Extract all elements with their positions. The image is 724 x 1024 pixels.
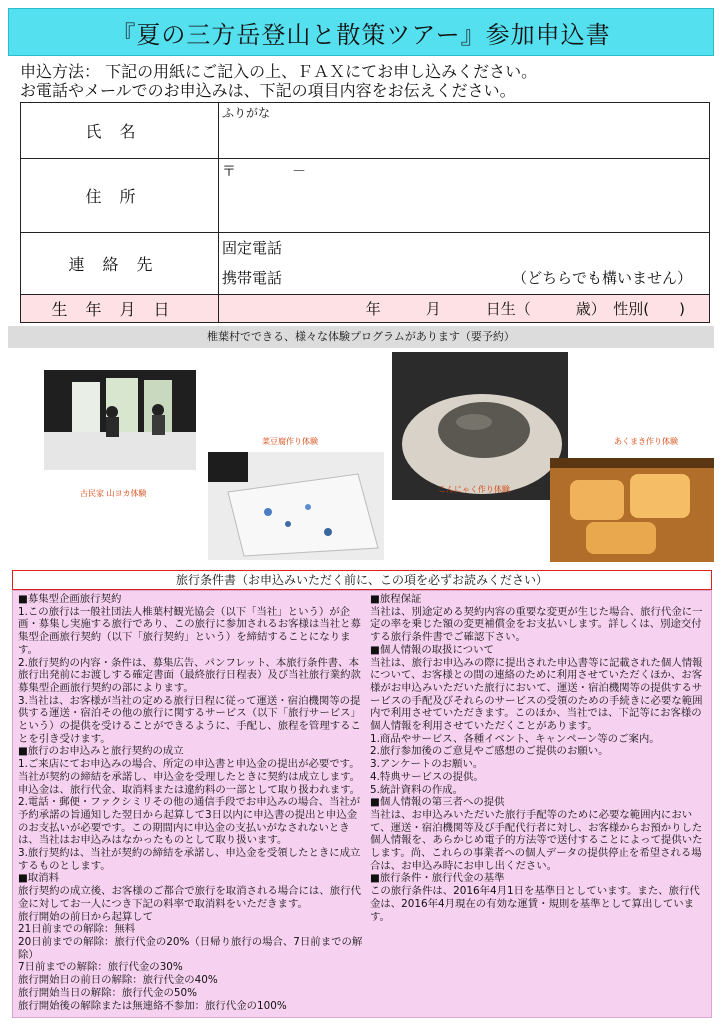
cond-left-7: 3.旅行契約は、当社が契約の締結を承諾し、申込金を受領したときに成立するものとします。 <box>18 847 361 872</box>
cond-left-11: 21日前までの解除：無料 <box>18 923 136 936</box>
caption-nanami: 菜豆腐作り体験 <box>262 437 318 446</box>
cond-right-1: 当社は、別途定める契約内容の重要な変更が生じた場合、旅行代金に一定の率を乗じた額の変更補償金をお支払いします。詳しくは、別途交付する旅行条件書でご確認下さい。 <box>370 605 703 644</box>
mobile-label: 携帯電話 <box>222 269 283 287</box>
conditions-left-column <box>18 593 364 1012</box>
address-label: 住所 <box>21 159 219 233</box>
caption-kominka: 古民家 山ヨカ体験 <box>80 489 147 498</box>
application-instructions <box>20 62 710 100</box>
cond-right-0: ■旅程保証 <box>370 593 422 605</box>
cond-left-5: 1.ご来店にてお申込みの場合、所定の申込書と申込金の提出が必要です。当社が契約の締結を承諾し、申込金を受理したときに契約は成立します。申込金は、旅行代金、取消料または違約料の一部として取り扱われます。 <box>18 758 361 796</box>
caption-akumaki: あくまき作り体験 <box>614 437 678 446</box>
birthdate-label: 生年月日 <box>21 295 219 323</box>
cond-left-16: 旅行開始後の解除または無連絡不参加：旅行代金の100% <box>18 999 287 1012</box>
intro-line-2: お電話やメールでのお申込みは、下記の項目内容をお伝えください。 <box>20 81 516 100</box>
cond-right-9: ■個人情報の第三者への提供 <box>370 796 505 809</box>
cond-left-10: 旅行開始の前日から起算して <box>18 910 154 923</box>
cond-left-1: 1.この旅行は一般社団法人椎葉村観光協会（以下「当社」という）が企画・募集し実施する旅行であり、この旅行に参加されるお客様は当社と募集型企画旅行契約（以下「旅行契約」という）を締結することになります。 <box>18 605 361 656</box>
cond-right-10: 当社は、お申込みいただいた旅行手配等のために必要な範囲内において、運送・宿泊機関等及び手配代行者に対し、お客様からお預かりした個人情報を、あらかじめ電子的方法等で送付することによって提供いたします。尚、これらの事業者への個人データの提供停止を希望される場合は、お申込み時にお申し出ください。 <box>370 808 703 872</box>
page-title: 『夏の三方岳登山と散策ツアー』参加申込書 <box>8 8 714 56</box>
cond-right-3: 当社は、旅行お申込みの際に提出された申込書等に記載された個人情報について、お客様との間の連絡のために利用させていただくほか、お客様がお申込みいただいた旅行において、運送・宿泊機関等の提供するサービスの手配及びそれらのサービスの受領のための手続きに必要な範囲内で利用させていただきます。このほか、当社では、下記等にお客様の個人情報を利用させていただくことがあります。 <box>370 656 703 733</box>
intro-line-1: 申込方法： 下記の用紙にご記入の上、ＦＡＸにてお申し込みください。 <box>20 62 538 81</box>
cond-left-2: 2.旅行契約の内容・条件は、募集広告、パンフレット、本旅行条件書、本旅行出発前にお渡しする確定書面（最終旅行日程表）及び当社旅行業約款募集型企画旅行契約の部によります。 <box>18 656 361 694</box>
cond-left-0: ■募集型企画旅行契約 <box>18 593 122 605</box>
cond-right-6: 3.アンケートのお願い。 <box>370 758 484 771</box>
cond-left-8: ■取消料 <box>18 872 59 885</box>
conditions-title: 旅行条件書（お申込みいただく前に、この項を必ずお読みください） <box>12 570 712 590</box>
name-label: 氏名 <box>21 103 219 159</box>
cond-right-2: ■個人情報の取扱について <box>370 643 494 656</box>
cond-left-15: 旅行開始当日の解除：旅行代金の50% <box>18 986 197 999</box>
landline-label: 固定電話 <box>222 239 283 257</box>
cond-right-12: この旅行条件は、2016年4月1日を基準日としています。また、旅行代金は、2016年4月現在の有効な運賃・規則を基準として算出しています。 <box>370 885 700 923</box>
furigana-label: ふりがな <box>222 106 271 120</box>
cond-left-3: 3.当社は、お客様が当社の定める旅行日程に従って運送・宿泊機関等の提供する運送・宿泊その他の旅行に関するサービス（以下「旅行サービス」という）の提供を受けることができるように、手配し、旅程を管理することを引き受けます。 <box>18 694 361 745</box>
cond-left-13: 7日前までの解除：旅行代金の30% <box>18 961 183 974</box>
application-form-table <box>20 102 710 323</box>
cond-right-7: 4.特典サービスの提供。 <box>370 770 484 783</box>
postal-code-label: 〒 － <box>222 164 306 180</box>
photo-konnyaku <box>392 352 568 500</box>
cond-left-14: 旅行開始日の前日の解除：旅行代金の40% <box>18 974 218 987</box>
cond-right-5: 2.旅行参加後のご意見やご感想のご提供のお願い。 <box>370 745 609 758</box>
cond-left-6: 2.電話・郵便・ファクシミリその他の通信手段でお申込みの場合、当社が予約承諾の旨通知した翌日から起算して3日以内に申込書の提出と申込金のお支払いが必要です。この期間内に申込金の支払いがなされないときは、当社はお申込みはなかったものとして取り扱います。 <box>18 796 361 847</box>
cond-left-12: 20日前までの解除：旅行代金の20%（日帰り旅行の場合、7日前までの解除） <box>18 935 363 961</box>
contact-field[interactable] <box>219 233 710 295</box>
photo-akumaki <box>550 458 714 562</box>
photo-kominka <box>44 370 196 470</box>
address-field[interactable] <box>219 159 710 233</box>
cond-left-4: ■旅行のお申込みと旅行契約の成立 <box>18 745 184 758</box>
photo-nanami <box>208 452 384 560</box>
conditions-box <box>12 590 712 1018</box>
contact-label: 連絡先 <box>21 233 219 295</box>
conditions-right-column <box>370 593 710 923</box>
cond-right-4: 1.商品やサービス、各種イベント、キャンペーン等のご案内。 <box>370 732 660 745</box>
cond-right-8: 5.統計資料の作成。 <box>370 783 464 796</box>
birthdate-field[interactable]: 年 月 日生（ 歳） 性別( ) <box>219 295 710 323</box>
cond-right-11: ■旅行条件・旅行代金の基準 <box>370 872 505 885</box>
name-field[interactable] <box>219 103 710 159</box>
caption-konnyaku: こんにゃく作り体験 <box>438 485 510 494</box>
cond-left-9: 旅行契約の成立後、お客様のご都合で旅行を取消される場合には、旅行代金に対してお一人につき下記の料率で取消料をいただきます。 <box>18 885 361 910</box>
contact-note: （どちらでも構いません） <box>512 269 692 287</box>
program-banner: 椎葉村でできる、様々な体験プログラムがあります（要予約） <box>8 326 714 348</box>
